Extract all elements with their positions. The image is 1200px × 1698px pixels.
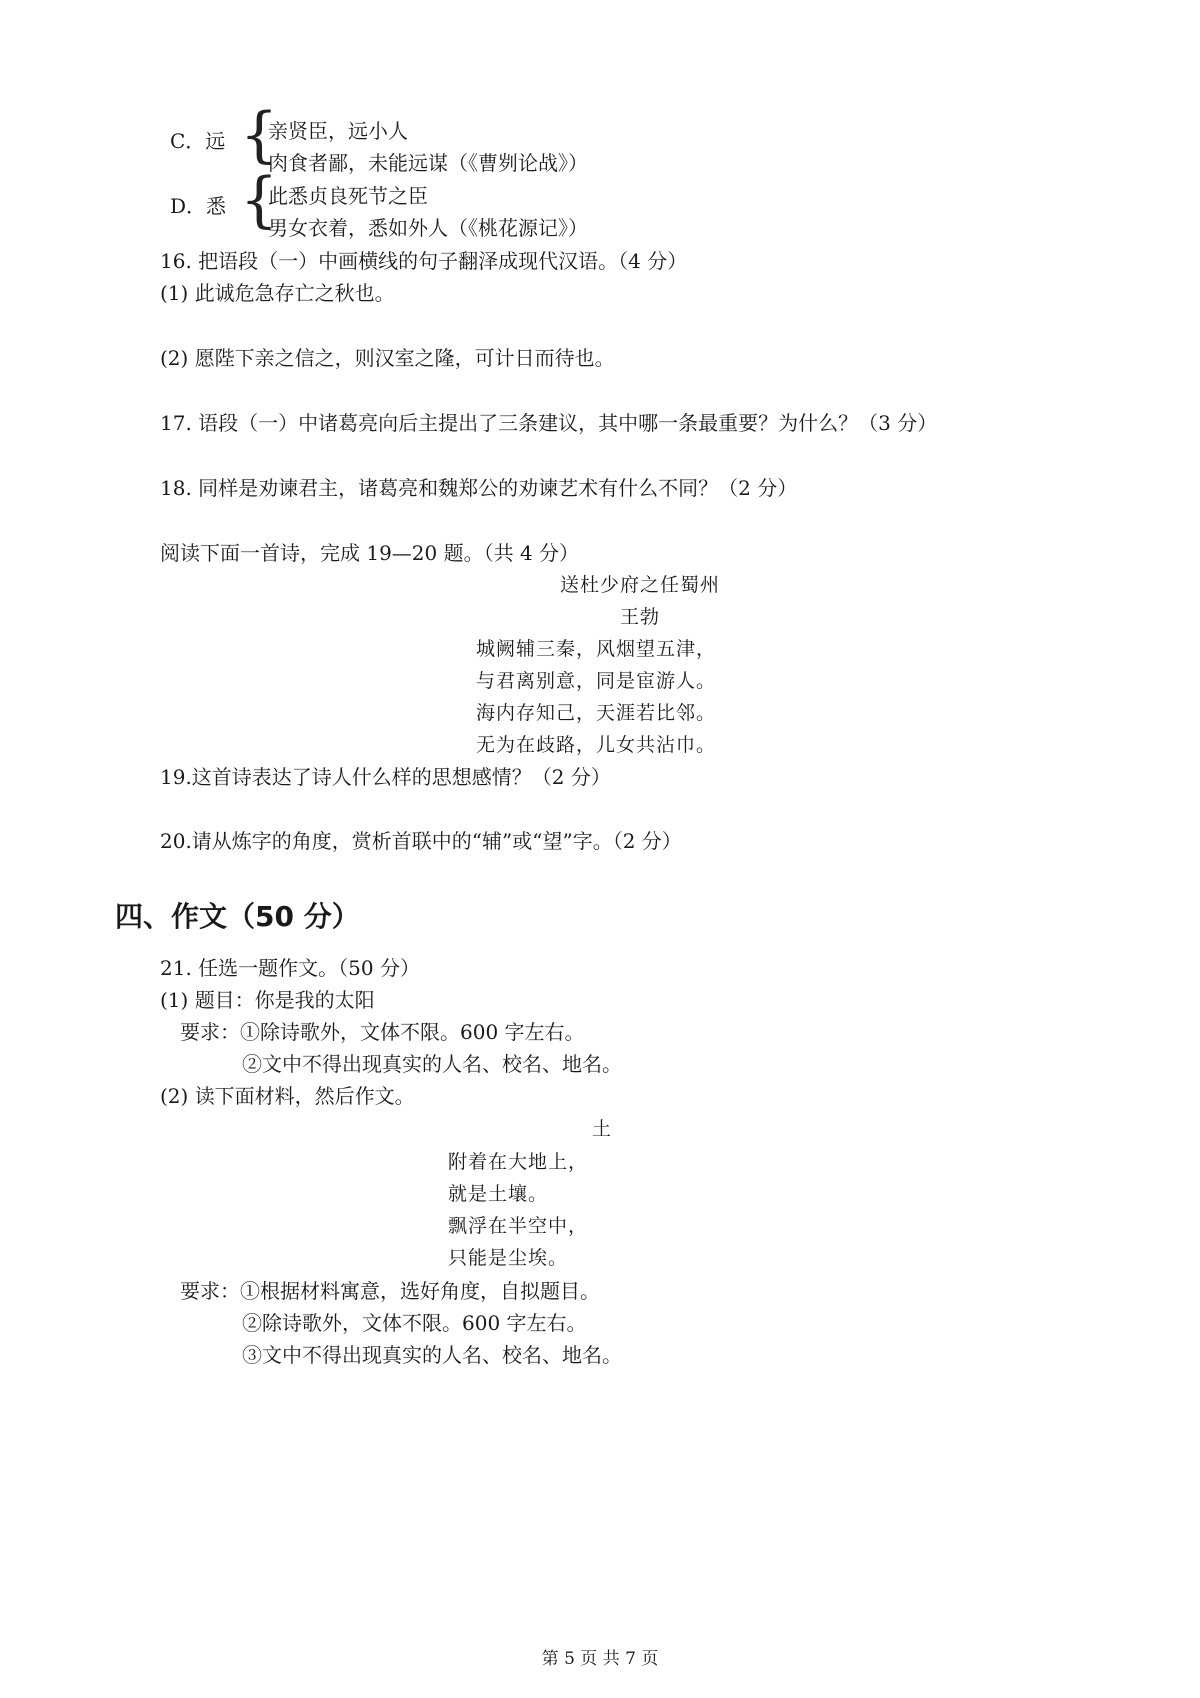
- section-4-heading: 四、作文（50 分）: [115, 900, 360, 933]
- poem-line-1: 城阙辅三秦，风烟望五津，: [476, 638, 717, 660]
- material-line-2: 就是土壤。: [448, 1183, 549, 1205]
- essay-option-1-title: (1) 题目：你是我的太阳: [160, 988, 375, 1012]
- poem-line-2: 与君离别意，同是宦游人。: [476, 670, 717, 692]
- option-c-line2: 肉食者鄙，未能远谋（《曹刿论战》）: [268, 151, 588, 175]
- poem-author: 王勃: [619, 606, 660, 628]
- essay-option-2-title: (2) 读下面材料，然后作文。: [160, 1084, 415, 1108]
- question-19: 19.这首诗表达了诗人什么样的思想感情？（2 分）: [160, 765, 611, 789]
- option-d-brace: {: [240, 165, 279, 235]
- essay-option-1-req-2: ②文中不得出现真实的人名、校名、地名。: [242, 1052, 622, 1076]
- material-title: 土: [592, 1118, 613, 1140]
- question-16-2: (2) 愿陛下亲之信之，则汉室之隆，可计日而待也。: [160, 346, 615, 370]
- option-c-brace: {: [240, 100, 279, 170]
- poem-line-4: 无为在歧路，儿女共沾巾。: [476, 734, 717, 756]
- option-d-label: D．悉: [170, 194, 227, 218]
- question-21: 21. 任选一题作文。（50 分）: [160, 956, 420, 980]
- option-c-label: C．远: [170, 129, 226, 153]
- essay-option-2-req-3: ③文中不得出现真实的人名、校名、地名。: [242, 1343, 622, 1367]
- essay-option-2-req-1: 要求：①根据材料寓意，选好角度，自拟题目。: [180, 1279, 600, 1303]
- poem-intro: 阅读下面一首诗，完成 19—20 题。（共 4 分）: [160, 541, 580, 565]
- question-16-1: (1) 此诚危急存亡之秋也。: [160, 281, 395, 305]
- essay-option-2-req-2: ②除诗歌外，文体不限。600 字左右。: [242, 1311, 587, 1335]
- material-line-4: 只能是尘埃。: [448, 1247, 569, 1269]
- page-footer: 第 5 页 共 7 页: [541, 1649, 659, 1669]
- poem-line-3: 海内存知己，天涯若比邻。: [476, 702, 717, 724]
- material-line-3: 飘浮在半空中，: [448, 1215, 589, 1237]
- question-18: 18. 同样是劝谏君主，诸葛亮和魏郑公的劝谏艺术有什么不同？（2 分）: [160, 476, 798, 500]
- essay-option-1-req-1: 要求：①除诗歌外，文体不限。600 字左右。: [180, 1020, 585, 1044]
- option-c-line1: 亲贤臣，远小人: [268, 119, 408, 143]
- material-line-1: 附着在大地上，: [448, 1151, 589, 1173]
- question-16: 16. 把语段（一）中画横线的句子翻泽成现代汉语。（4 分）: [160, 249, 688, 273]
- poem-title: 送杜少府之任蜀州: [559, 574, 720, 596]
- question-17: 17. 语段（一）中诸葛亮向后主提出了三条建议，其中哪一条最重要？为什么？（3 分）: [160, 411, 938, 435]
- option-d-line1: 此悉贞良死节之臣: [268, 184, 428, 208]
- question-20: 20.请从炼字的角度，赏析首联中的“辅”或“望”字。（2 分）: [160, 829, 682, 853]
- option-d-line2: 男女衣着，悉如外人（《桃花源记》）: [268, 216, 588, 240]
